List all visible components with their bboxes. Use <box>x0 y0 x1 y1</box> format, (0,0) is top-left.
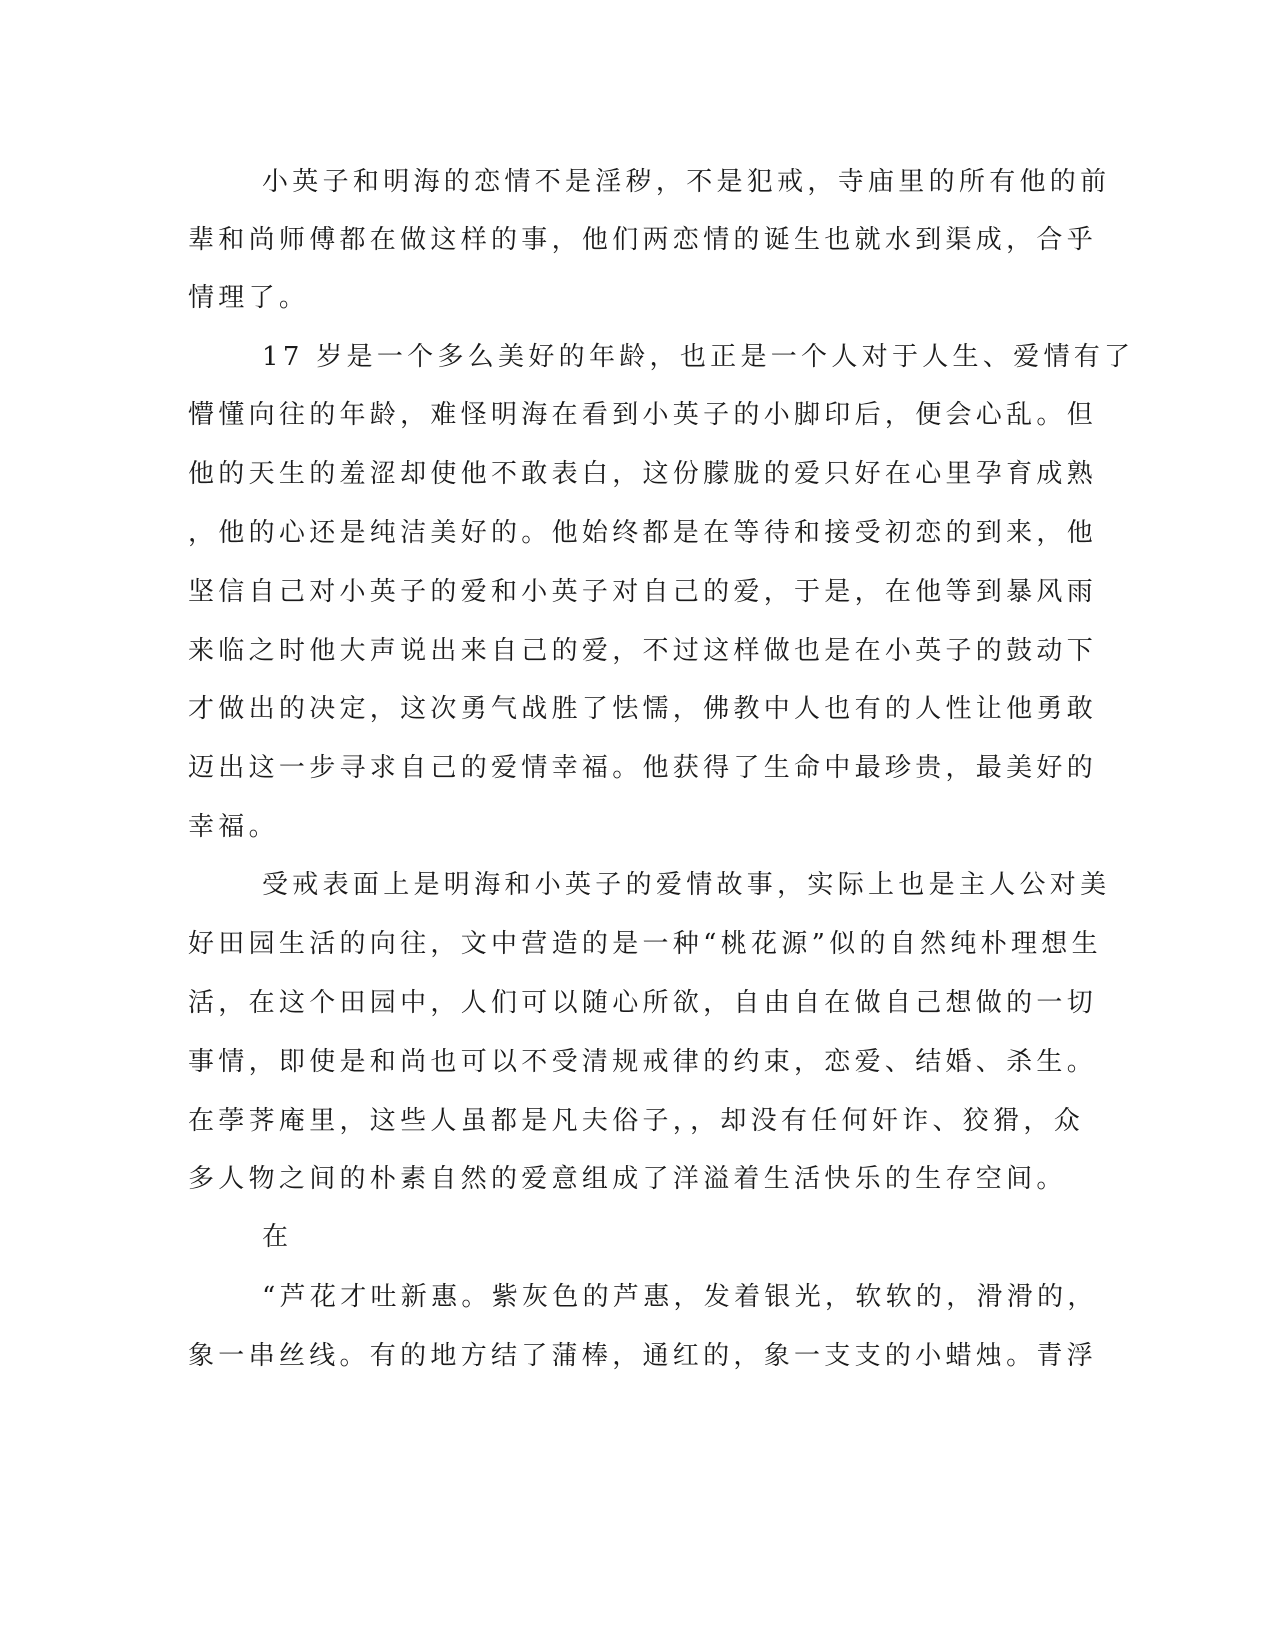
paragraph-3-line-6: 多人物之间的朴素自然的爱意组成了洋溢着生活快乐的生存空间。 <box>188 1164 1067 1194</box>
paragraph-3-line-1: 受戒表面上是明海和小英子的爱情故事，实际上也是主人公对美 <box>262 870 1111 900</box>
paragraph-1-line-2: 辈和尚师傅都在做这样的事，他们两恋情的诞生也就水到渠成，合乎 <box>188 225 1098 255</box>
paragraph-3-line-3: 活，在这个田园中，人们可以随心所欲，自由自在做自己想做的一切 <box>188 988 1098 1018</box>
paragraph-5-line-1: “芦花才吐新惠。紫灰色的芦惠，发着银光，软软的，滑滑的， <box>262 1282 1098 1312</box>
paragraph-1-line-1: 小英子和明海的恋情不是淫秽，不是犯戒，寺庙里的所有他的前 <box>262 167 1111 197</box>
paragraph-1-line-3: 情理了。 <box>188 283 310 313</box>
paragraph-2-line-5: 坚信自己对小英子的爱和小英子对自己的爱，于是，在他等到暴风雨 <box>188 577 1098 607</box>
paragraph-2-line-8: 迈出这一步寻求自己的爱情幸福。他获得了生命中最珍贵，最美好的 <box>188 753 1098 783</box>
paragraph-2-line-4: ，他的心还是纯洁美好的。他始终都是在等待和接受初恋的到来，他 <box>188 518 1098 548</box>
paragraph-3-line-4: 事情，即使是和尚也可以不受清规戒律的约束，恋爱、结婚、杀生。 <box>188 1047 1098 1077</box>
paragraph-2-line-3: 他的天生的羞涩却使他不敢表白，这份朦胧的爱只好在心里孕育成熟 <box>188 459 1098 489</box>
paragraph-2-line-6: 来临之时他大声说出来自己的爱，不过这样做也是在小英子的鼓动下 <box>188 636 1098 666</box>
paragraph-2-line-1: 17 岁是一个多么美好的年龄，也正是一个人对于人生、爱情有了 <box>262 342 1135 372</box>
paragraph-5-line-2: 象一串丝线。有的地方结了蒲棒，通红的，象一支支的小蜡烛。青浮 <box>188 1341 1098 1371</box>
paragraph-2-line-7: 才做出的决定，这次勇气战胜了怯懦，佛教中人也有的人性让他勇敢 <box>188 694 1098 724</box>
paragraph-4-line-1: 在 <box>262 1222 293 1252</box>
paragraph-3-line-5: 在荸荠庵里，这些人虽都是凡夫俗子，，却没有任何奸诈、狡猾，众 <box>188 1106 1085 1136</box>
paragraph-3-line-2: 好田园生活的向往，文中营造的是一种“桃花源”似的自然纯朴理想生 <box>188 929 1102 959</box>
paragraph-2-line-2: 懵懂向往的年龄，难怪明海在看到小英子的小脚印后，便会心乱。但 <box>188 400 1098 430</box>
paragraph-2-line-9: 幸福。 <box>188 812 279 842</box>
